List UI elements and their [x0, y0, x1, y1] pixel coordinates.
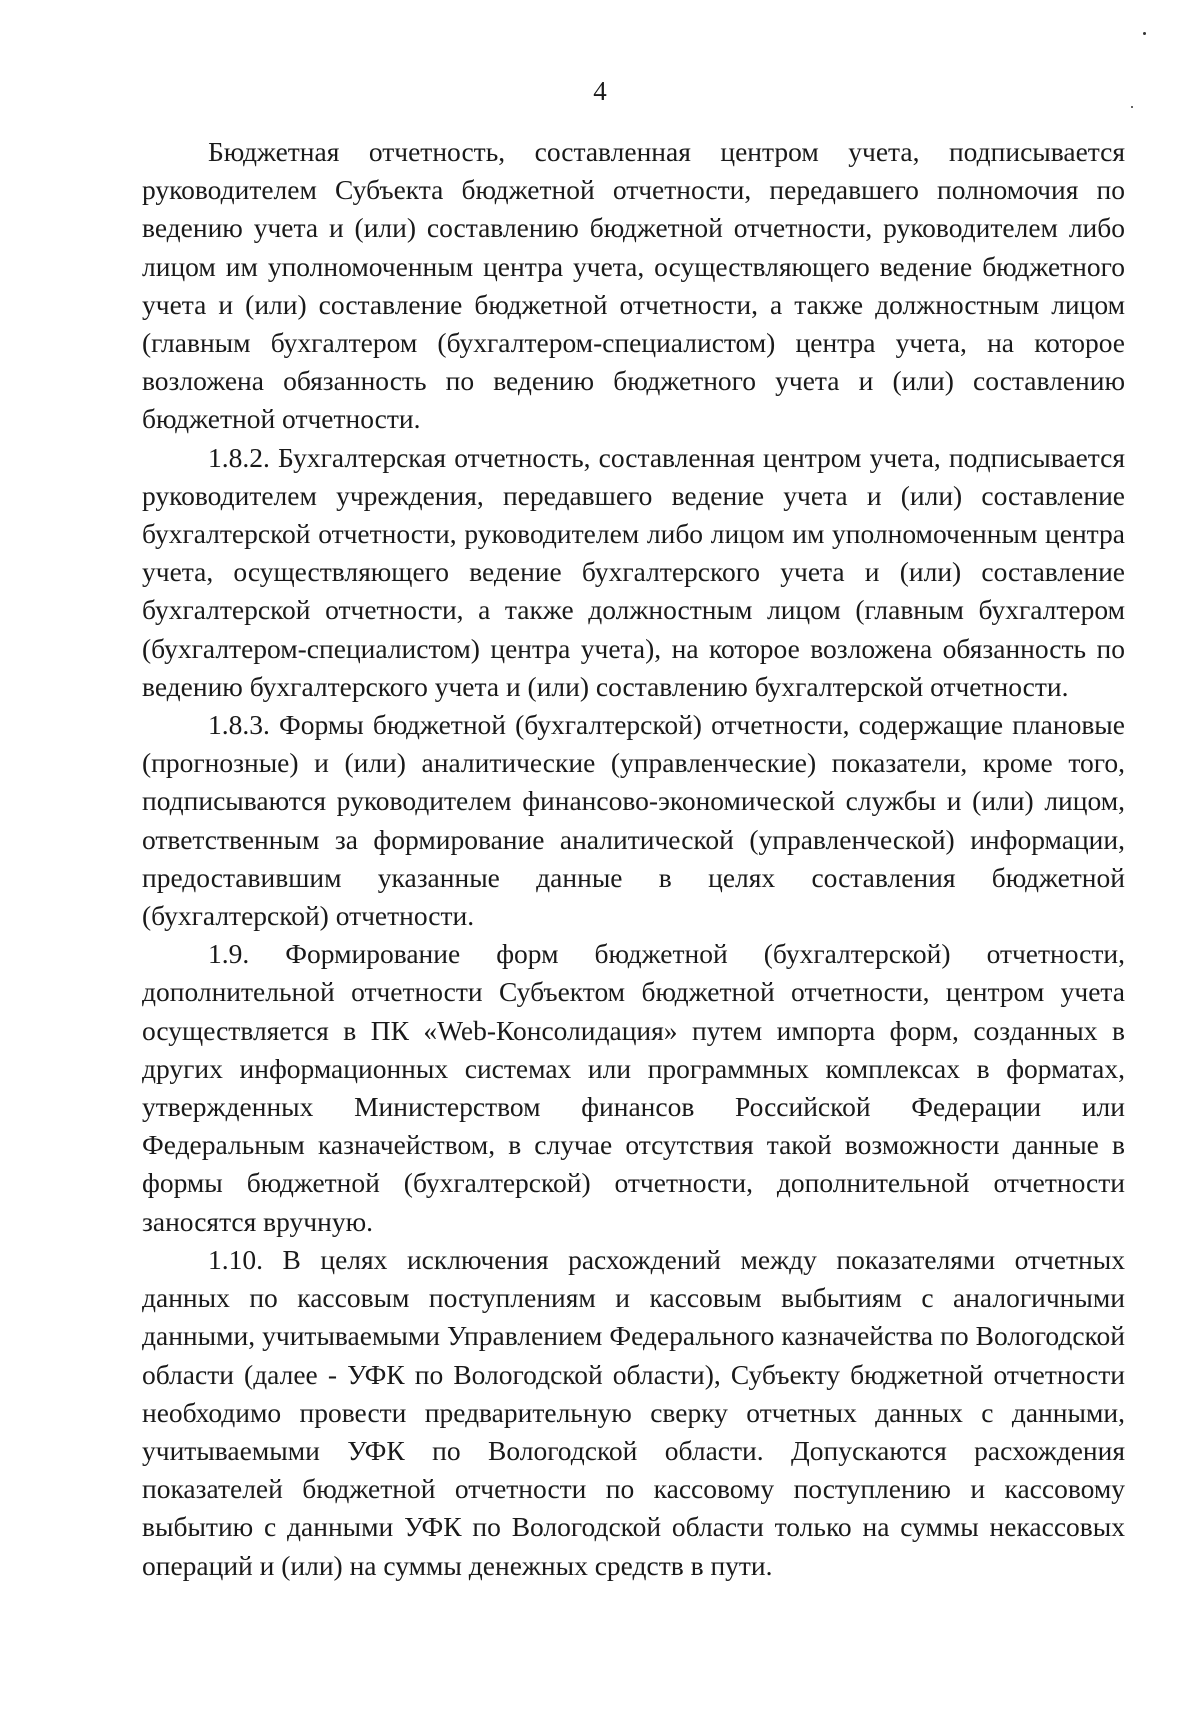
- page-number: 4: [593, 76, 607, 106]
- paragraph-1-9: 1.9. Формирование форм бюджетной (бухгалтерской) отчетности, дополнительной отчетности Субъектом бюджетной отчетности, центром учета осуществляется в ПК «Web-Консолидация» путем импорта форм, созданных в других информационных системах или программных комплексах в форматах, утвержденных Министерством финансов Российской Федерации или Федеральным казначейством, в случае отсутствия такой возможности данные в формы бюджетной (бухгалтерской) отчетности, дополнительной отчетности заносятся вручную.: [142, 938, 1125, 1237]
- scan-speck: [1131, 106, 1133, 108]
- paragraph-1-8-3: 1.8.3. Формы бюджетной (бухгалтерской) отчетности, содержащие плановые (прогнозные) и (или) аналитические (управленческие) показатели, кроме того, подписываются руководителем финансово-экономической службы и (или) лицом, ответственным за формирование аналитической (управленческой) информации, предоставившим указанные данные в целях составления бюджетной (бухгалтерской) отчетности.: [142, 709, 1125, 932]
- document-body: [142, 133, 1125, 1585]
- paragraph-1-8-1-signing: Бюджетная отчетность, составленная центром учета, подписывается руководителем Субъекта бюджетной отчетности, передавшего полномочия по ведению учета и (или) составлению бюджетной отчетности, руководителем либо лицом им уполномоченным центра учета, осуществляющего ведение бюджетного учета и (или) составление бюджетной отчетности, а также должностным лицом (главным бухгалтером (бухгалтером-специалистом) центра учета, на которое возложена обязанность по ведению бюджетного учета и (или) составлению бюджетной отчетности.: [142, 136, 1125, 435]
- scan-speck: [1143, 32, 1146, 35]
- paragraph-1-10: 1.10. В целях исключения расхождений между показателями отчетных данных по кассовым поступлениям и кассовым выбытиям с аналогичными данными, учитываемыми Управлением Федерального казначейства по Вологодской области (далее - УФК по Вологодской области), Субъекту бюджетной отчетности необходимо провести предварительную сверку отчетных данных с данными, учитываемыми УФК по Вологодской области. Допускаются расхождения показателей бюджетной отчетности по кассовому поступлению и кассовому выбытию с данными УФК по Вологодской области только на суммы некассовых операций и (или) на суммы денежных средств в пути.: [142, 1243, 1125, 1581]
- paragraph-1-8-2: 1.8.2. Бухгалтерская отчетность, составленная центром учета, подписывается руководителем учреждения, передавшего ведение учета и (или) составление бухгалтерской отчетности, руководителем либо лицом им уполномоченным центра учета, осуществляющего ведение бухгалтерского учета и (или) составление бухгалтерской отчетности, а также должностным лицом (главным бухгалтером (бухгалтером-специалистом) центра учета), на которое возложена обязанность по ведению бухгалтерского учета и (или) составлению бухгалтерской отчетности.: [142, 441, 1125, 702]
